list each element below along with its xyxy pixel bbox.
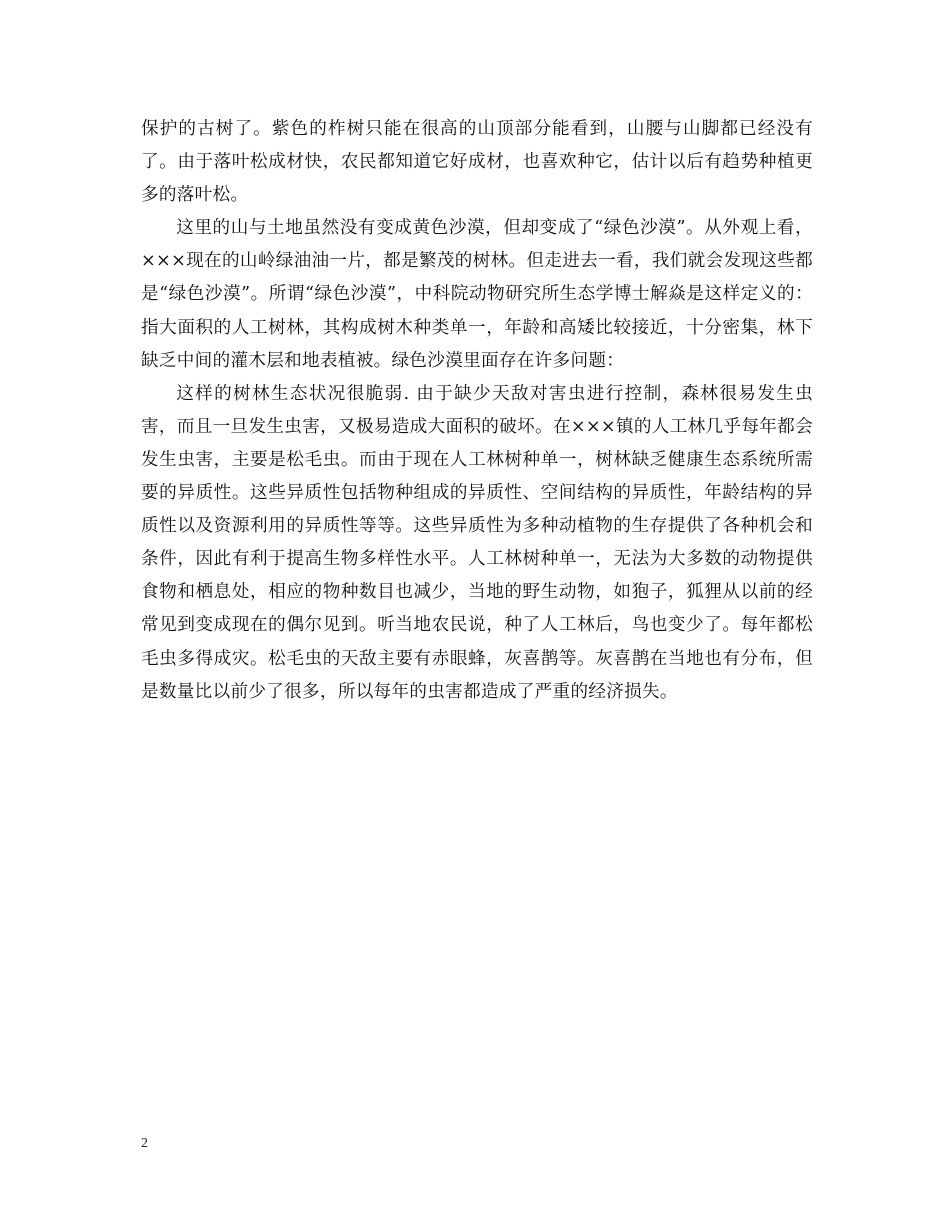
paragraph-green-desert: 这里的山与土地虽然没有变成黄色沙漠，但却变成了“绿色沙漠”。从外观上看，×××现在的山岭绿油油一片，都是繁茂的树林。但走进去一看，我们就会发现这些都是“绿色沙漠”。所谓“绿色沙漠”，中科院动物研究所生态学博士解焱是这样定义的：指大面积的人工树林，其构成树木种类单一，年龄和高矮比较接近，十分密集，林下缺乏中间的灌木层和地表植被。绿色沙漠里面存在许多问题： bbox=[141, 218, 813, 371]
page-number: 2 bbox=[141, 1136, 148, 1151]
paragraph-forest-ecology: 这样的树林生态状况很脆弱. 由于缺少天敌对害虫进行控制，森林很易发生虫害，而且一旦发生虫害，又极易造成大面积的破坏。在×××镇的人工林几乎每年都会发生虫害，主要是松毛虫。而由于现在人工林树种单一，树林缺乏健康生态系统所需要的异质性。这些异质性包括物种组成的异质性、空间结构的异质性，年龄结构的异质性以及资源利用的异质性等等。这些异质性为多种动植物的生存提供了各种机会和条件，因此有利于提高生物多样性水平。人工林树种单一，无法为大多数的动物提供食物和栖息处，相应的物种数目也减少，当地的野生动物，如狍子，狐狸从以前的经常见到变成现在的偶尔见到。听当地农民说，种了人工林后，鸟也变少了。每年都松毛虫多得成灾。松毛虫的天敌主要有赤眼蜂，灰喜鹊等。灰喜鹊在当地也有分布，但是数量比以前少了很多，所以每年的虫害都造成了严重的经济损失。 bbox=[141, 383, 813, 702]
body-text bbox=[141, 113, 813, 709]
paragraph-continuation: 保护的古树了。紫色的柞树只能在很高的山顶部分能看到，山腰与山脚都已经没有了。由于落叶松成材快，农民都知道它好成材，也喜欢种它，估计以后有趋势种植更多的落叶松。 bbox=[141, 119, 813, 206]
